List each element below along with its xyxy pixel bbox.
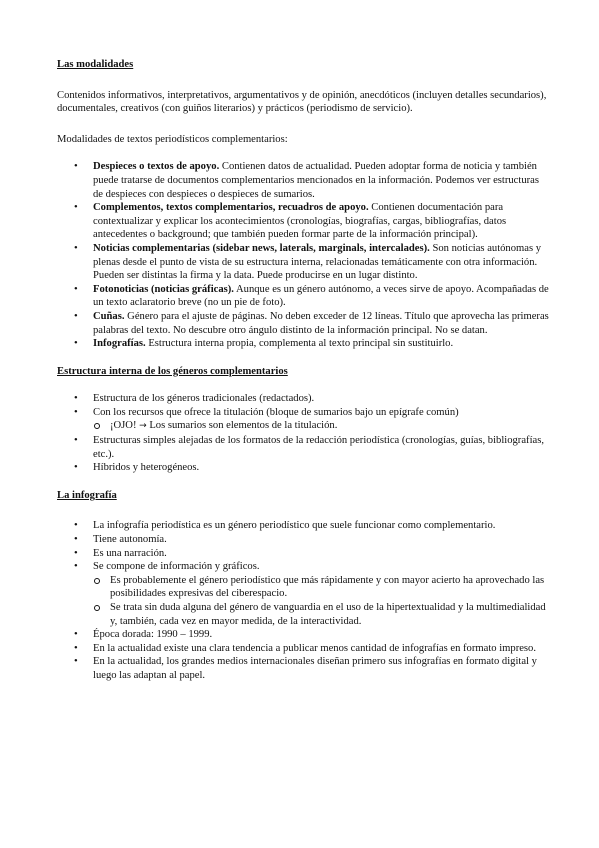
item-text: Contienen datos de actualidad. Pueden adoptar forma de noticia y también puede tratarse de documentos complementarios mencionados en la información. Podemos ver estructuras de despieces con despieces o despieces de sumarios. bbox=[93, 161, 539, 200]
list-item bbox=[57, 337, 549, 351]
item-text: Estructura interna propia, complementa al texto principal sin sustituirlo. bbox=[145, 338, 454, 350]
sublist-item bbox=[93, 574, 549, 601]
item-text: Híbridos y heterogéneos. bbox=[93, 462, 200, 474]
list-item bbox=[57, 201, 549, 242]
list-item bbox=[57, 655, 549, 682]
list-item bbox=[57, 533, 549, 547]
item-text: En la actualidad existe una clara tendencia a publicar menos cantidad de infografías en formato impreso. bbox=[93, 642, 536, 654]
list-item bbox=[57, 560, 549, 628]
bullet-icon: • bbox=[74, 338, 78, 350]
bullet-icon: • bbox=[74, 561, 78, 573]
bullet-icon: • bbox=[74, 406, 78, 418]
item-text: Estructura de los géneros tradicionales (redactados). bbox=[93, 393, 315, 405]
list-item bbox=[57, 642, 549, 656]
item-text: Es una narración. bbox=[93, 547, 167, 559]
bullet-icon: • bbox=[74, 547, 78, 559]
item-text: Se trata sin duda alguna del género de vanguardia en el uso de la hipertextualidad y la multimedialidad y, también, cada vez en mayor medida, de la interactividad. bbox=[110, 602, 546, 627]
sublist-item bbox=[93, 601, 549, 628]
subheading-modalidades: Modalidades de textos periodísticos complementarios: bbox=[57, 133, 288, 145]
bullet-icon: • bbox=[74, 161, 78, 173]
sublist bbox=[93, 419, 549, 434]
list-item bbox=[57, 628, 549, 642]
bullet-icon: • bbox=[74, 520, 78, 532]
list-item bbox=[57, 406, 549, 434]
item-text: La infografía periodística es un género periodístico que suele funcionar como complementario. bbox=[93, 520, 496, 532]
bullet-icon: • bbox=[74, 642, 78, 654]
list-item bbox=[57, 242, 549, 283]
ojo-label: ¡OJO! bbox=[110, 420, 137, 432]
sublist-item bbox=[93, 419, 549, 434]
estructura-list bbox=[57, 392, 549, 475]
list-item bbox=[57, 461, 549, 475]
item-term: Complementos, textos complementarios, recuadros de apoyo. bbox=[93, 202, 369, 214]
bullet-icon: • bbox=[74, 283, 78, 295]
item-term: Despieces o textos de apoyo. bbox=[93, 161, 220, 173]
section-heading-infografia: La infografía bbox=[57, 489, 117, 501]
item-term: Fotonoticias (noticias gráficas). bbox=[93, 283, 234, 295]
bullet-icon: • bbox=[74, 629, 78, 641]
item-text: Época dorada: 1990 – 1999. bbox=[93, 629, 213, 641]
list-item bbox=[57, 519, 549, 533]
item-text: Es probablemente el género periodístico que más rápidamente y con mayor acierto ha aprovechado las posibilidades expresivas del ciberespacio. bbox=[110, 574, 545, 600]
item-text: Aunque es un género autónomo, a veces sirve de apoyo. Acompañadas de un texto aclaratorio breve (no un pie de foto). bbox=[93, 283, 549, 309]
list-item bbox=[57, 310, 549, 337]
bullet-icon: • bbox=[74, 656, 78, 668]
list-item bbox=[57, 283, 549, 310]
list-item bbox=[57, 160, 549, 201]
bullet-icon: • bbox=[74, 435, 78, 447]
circle-bullet-icon bbox=[94, 578, 100, 584]
intro-paragraph: Contenidos informativos, interpretativos, argumentativos y de opinión, anecdóticos (incluyen detalles secundarios), documentales, creativos (con guiños literarios) y prácticos (periodismo de servicio). bbox=[57, 89, 547, 115]
arrow-right-icon: → bbox=[139, 421, 147, 432]
item-text: Tiene autonomía. bbox=[93, 534, 167, 546]
bullet-icon: • bbox=[74, 534, 78, 546]
circle-bullet-icon bbox=[94, 423, 100, 429]
section-heading-estructura: Estructura interna de los géneros complementarios bbox=[57, 365, 288, 377]
item-text: En la actualidad, los grandes medios internacionales diseñan primero sus infografías en formato digital y luego las adaptan al papel. bbox=[93, 656, 537, 681]
circle-bullet-icon bbox=[94, 605, 100, 611]
bullet-icon: • bbox=[74, 202, 78, 214]
section-heading-modalidades: Las modalidades bbox=[57, 59, 134, 70]
item-text: Los sumarios son elementos de la titulación. bbox=[146, 420, 338, 432]
item-text: Género para el ajuste de páginas. No deben exceder de 12 líneas. Título que aprovecha las primeras palabras del texto. No descubre otro ángulo distinto de la información principal. No se datan. bbox=[93, 310, 549, 336]
item-text: Con los recursos que ofrece la titulación (bloque de sumarios bajo un epígrafe común) bbox=[93, 406, 459, 418]
bullet-icon: • bbox=[74, 310, 78, 322]
bullet-icon: • bbox=[74, 462, 78, 474]
sublist bbox=[93, 574, 549, 628]
item-term: Noticias complementarias (sidebar news, laterals, marginals, intercalades). bbox=[93, 242, 430, 254]
modalidades-list bbox=[57, 160, 549, 350]
list-item bbox=[57, 434, 549, 461]
bullet-icon: • bbox=[74, 393, 78, 405]
bullet-icon: • bbox=[74, 242, 78, 254]
item-text: Contienen documentación para contextualizar y explicar los acontecimientos (cronologías, biografías, cargas, bibliografías, datos antecedentes o background; que también pueden formar parte de la información principal). bbox=[93, 202, 507, 241]
item-text: Se compone de información y gráficos. bbox=[93, 561, 260, 573]
item-term: Cuñas. bbox=[93, 310, 125, 322]
item-term: Infografías. bbox=[93, 338, 146, 350]
item-text: Estructuras simples alejadas de los formatos de la redacción periodística (cronologías, guías, bibliografías, etc.). bbox=[93, 435, 544, 460]
list-item bbox=[57, 547, 549, 561]
item-text: Son noticias autónomas y plenas desde el punto de vista de su estructura interna, relacionadas temáticamente con otra información. Pueden ser distintas la firma y la data. Puede producirse en un lugar distinto. bbox=[93, 242, 542, 282]
infografia-list bbox=[57, 519, 549, 682]
list-item bbox=[57, 392, 549, 406]
